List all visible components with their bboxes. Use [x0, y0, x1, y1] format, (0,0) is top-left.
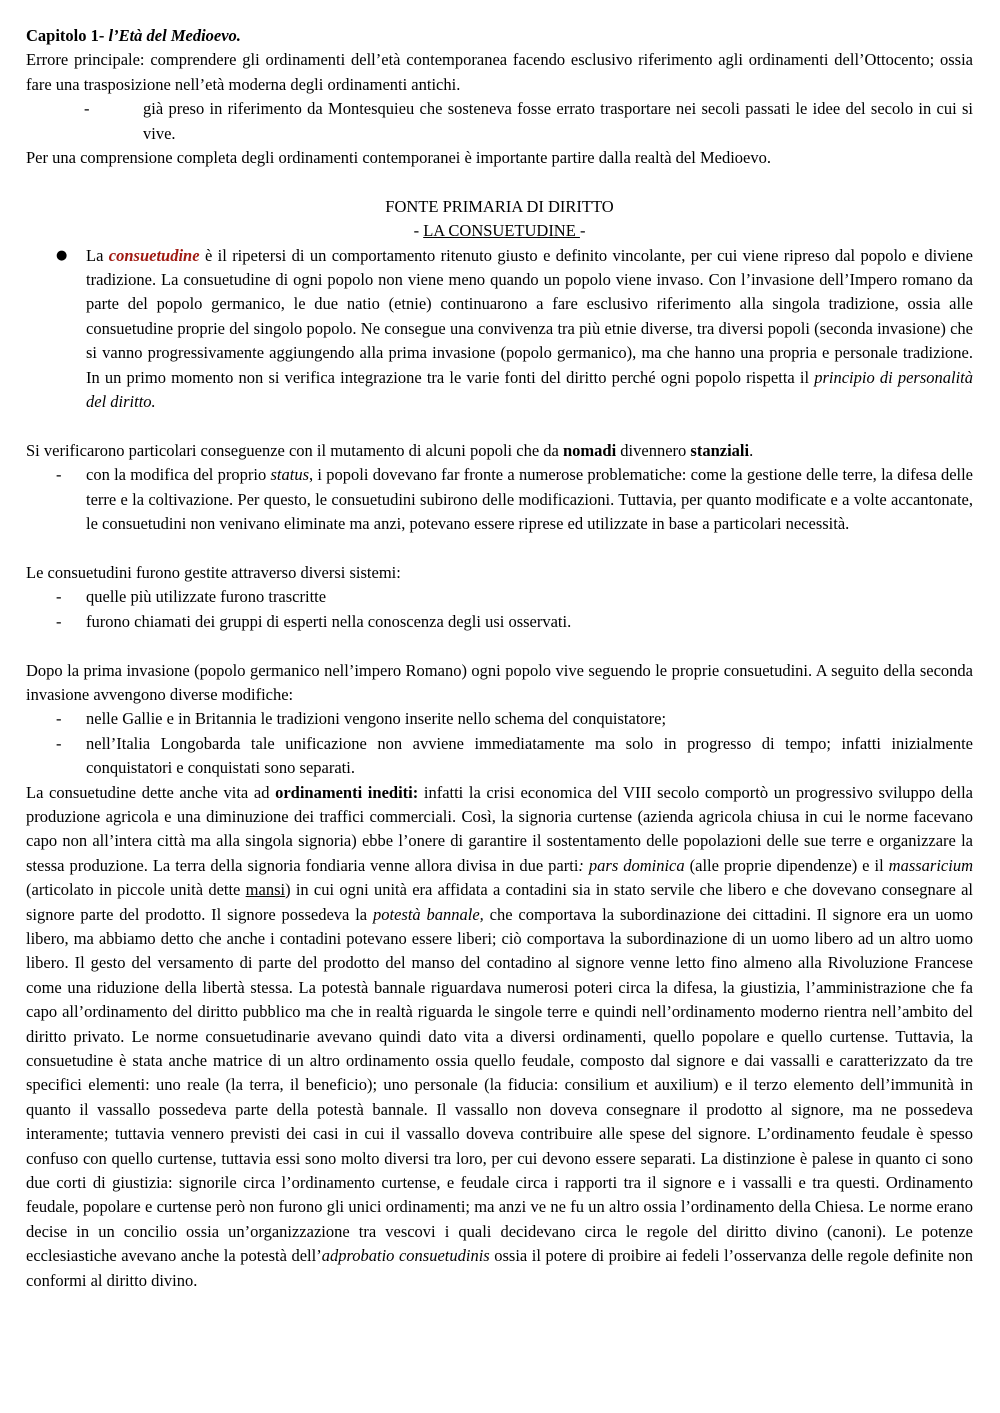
para5-c: (alle proprie dipendenze) e il [684, 855, 889, 875]
bullet-item [56, 244, 974, 415]
para5-italic-adprobatio: adprobatio consuetudinis [321, 1246, 490, 1266]
subtitle-prefix: - [413, 221, 424, 241]
subtitle-suffix: - [579, 221, 586, 241]
bullet-text-b: è il ripetersi di un comportamento ritenuto giusto e definito vincolante, per cui viene ripreso dal popolo e diviene tradizione. La consuetudine di ogni popolo non viene meno quando un popolo viene invaso. Con l’invasione dell’Impero romano da parte del popolo germanico, le due natio (etnie) continuarono a fare esclusivo riferimento alla singola tradizione, ossia alle consuetudine proprie del singolo popolo. Ne consegue una convivenza tra più etnie diverse, tra diversi popoli (seconda invasione) che si vanno progressivamente aggiungendo alla prima invasione (popolo germanico), ma che hanno una propria e personale tradizione. In un primo momento non si verifica integrazione tra le varie fonti del diritto perché ogni popolo rispetta il [86, 245, 973, 387]
dash-marker: - [56, 611, 62, 631]
chapter-heading-title: l’Età del Medioevo. [108, 26, 241, 45]
list-item [56, 707, 973, 731]
dash2-b: , i popoli dovevano far fronte a numerose problematiche: come la gestione delle terre, la difesa delle terre e la coltivazione. Per questo, le consuetudini subirono delle modificazioni. Tuttavia, per quanto modificate e a volte accantonate, le consuetudini non venivano eliminate ma anzi, potevano essere riprese ed utilizzate in base a particolari necessità. [86, 465, 974, 534]
bullet-marker: ● [56, 247, 68, 263]
para5-e: ) in cui ogni unità era affidata a contadini sia in stato servile che libero e che dovevano consegnare al signore parte del prodotto. Il signore possedeva la [26, 880, 974, 924]
dash2-a: con la modifica del proprio [86, 465, 271, 485]
list-item [56, 610, 973, 634]
para2-a: Si verificarono particolari conseguenze con il mutamento di alcuni popoli che da [26, 440, 563, 460]
dash-marker: - [56, 465, 62, 485]
list-item-text: già preso in riferimento da Montesquieu che sosteneva fosse errato trasportare nei secoli passati le idee del secolo in cui si vive. [143, 99, 973, 143]
section-subtitle [26, 219, 973, 243]
para5-italic-pars-dominica: : pars dominica [578, 855, 685, 875]
para5-italic-potesta: potestà bannale, [373, 904, 484, 924]
para5-g: ossia il potere di proibire ai fedeli l’osservanza delle regole definite non conformi al diritto divino. [26, 1246, 973, 1290]
intro-paragraph: Errore principale: comprendere gli ordinamenti dell’età contemporanea facendo esclusivo riferimento agli ordinamenti dell’Ottocento; ossia fare una trasposizione nell’età moderna degli ordinamenti antichi. [26, 50, 973, 94]
intro-paragraph-2: Per una comprensione completa degli ordinamenti contemporanei è importante partire dalla realtà del Medioevo. [26, 148, 771, 168]
subtitle-text: LA CONSUETUDINE [423, 221, 580, 241]
list-item-text: nelle Gallie e in Britannia le tradizioni vengono inserite nello schema del conquistatore; [86, 709, 667, 729]
list-item-text: quelle più utilizzate furono trascritte [86, 587, 327, 607]
para2-bold-nomadi: nomadi [562, 440, 617, 460]
para2-c: divennero [616, 440, 691, 460]
para5-a: La consuetudine dette anche vita ad [26, 782, 276, 802]
para5-f: che comportava la subordinazione dei cittadini. Il signore era un uomo libero, ma abbiamo detto che anche i contadini potevano essere liberi; ciò comportava la subordinazione di un uomo libero ad un altro uomo libero. Il gesto del versamento di parte del prodotto del manso del contadino al signore venne letto fino almeno alla Rivoluzione Francese come una riduzione della libertà stessa. La potestà bannale riguardava numerosi poteri circa la difesa, la giustizia, l’amministrazione che fa capo all’ordinamento del diritto pubblico ma che in realtà riguarda le singole terre e quindi nell’ordinamento moderno rientra nell’ambito del diritto privato. Le norme consuetudinarie avevano quindi dato vita a diversi ordinamenti, quello popolare e quello curtense. Tuttavia, la consuetudine è stata anche matrice di un altro ordinamento ossia quello feudale, composto dal signore e dai vassalli e caratterizzato da tre specifici elementi: uno reale (la terra, il beneficio); uno personale (la fiducia: consilium et auxilium) e il terzo elemento dell’immunità in quanto il vassallo possedeva parte della potestà bannale. Il vassallo non doveva consegnare il prodotto al signore, ma ne possedeva interamente; tuttavia vennero previsti dei casi in cui il vassallo doveva contribuire alle spese del signore. L’ordinamento feudale è spesso confuso con quello curtense, tuttavia essi sono molto diversi tra loro, per cui devono essere separati. La distinzione è palese in quanto ci sono due corti di giustizia: signorile circa l’ordinamento curtense, e feudale circa i rapporti tra il signore e i vassalli e tra questi. Ordinamento feudale, popolare e curtense però non furono gli unici ordinamenti; ma anzi ve ne fu un altro ossia l’ordinamento della Chiesa. Le norme erano decise in un concilio ossia un’organizzazione tra vescovi i quali decidevano circa le regole del diritto divino (canoni). Le potenze ecclesiastiche avevano anche la potestà dell’ [26, 904, 973, 1266]
para5-b: infatti la crisi economica del VIII secolo comportò un progressivo sviluppo della produzione agricola e una diminuzione dei traffici commerciali. Così, la signoria curtense (azienda agricola chiusa in cui le norme facevano capo non all’intera città ma alla singola signoria) ebbe l’onere di garantire il sostentamento delle popolazioni delle sue terre e organizzare la stessa produzione. La terra della signoria fondiaria venne allora divisa in due parti [26, 782, 973, 875]
bullet-text-a: La [86, 245, 109, 265]
dash-marker: - [56, 709, 62, 729]
list-item [56, 732, 973, 781]
paragraph-ordinamenti [26, 781, 973, 1294]
list-item [56, 463, 974, 536]
chapter-heading-prefix: Capitolo 1- [26, 26, 109, 45]
section-title: FONTE PRIMARIA DI DIRITTO [385, 196, 614, 216]
paragraph-sistemi: Le consuetudini furono gestite attraverso diversi sistemi: [26, 562, 401, 582]
para5-italic-massaricium: massaricium [888, 855, 974, 875]
para5-bold: ordinamenti inediti: [275, 782, 419, 802]
para5-d: (articolato in piccole unità dette [26, 880, 246, 900]
dash2-italic: status [270, 465, 310, 485]
list-item [56, 585, 973, 609]
paragraph-invasione: Dopo la prima invasione (popolo germanico nell’impero Romano) ogni popolo vive seguendo le proprie consuetudini. A seguito della seconda invasione avvengono diverse modifiche: [26, 660, 973, 704]
para5-underline-mansi: mansi [245, 880, 286, 900]
chapter-heading [26, 24, 973, 48]
list-item [84, 97, 973, 146]
dash-marker: - [56, 587, 62, 607]
dash-marker: - [56, 733, 62, 753]
para2-bold-stanziali: stanziali [690, 440, 750, 460]
para2-d: . [749, 440, 754, 460]
list-item-text: nell’Italia Longobarda tale unificazione non avviene immediatamente ma solo in progresso di tempo; infatti inizialmente conquistatori e conquistati sono separati. [86, 733, 973, 778]
document-page [26, 24, 973, 1293]
bullet-text-italic: principio di personalità del diritto. [86, 367, 974, 412]
term-consuetudine: consuetudine [108, 245, 200, 265]
dash-marker: - [84, 99, 90, 119]
paragraph-nomadi [26, 439, 973, 463]
list-item-text: furono chiamati dei gruppi di esperti nella conoscenza degli usi osservati. [86, 611, 572, 631]
